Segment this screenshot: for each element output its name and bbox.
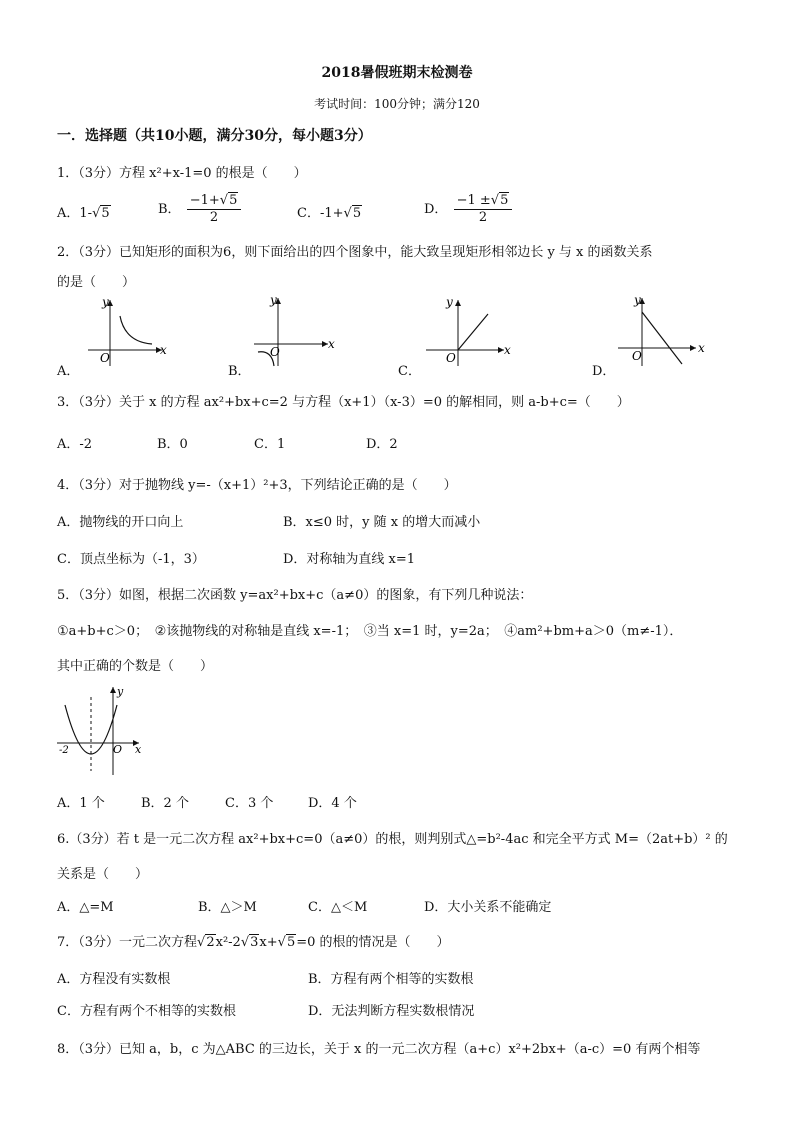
q1-option-b-numerator: −1+ xyxy=(189,193,220,208)
q2c-axis-y: y xyxy=(446,295,453,309)
question-7-stem: 7．（3分）一元二次方程√2x²-2√3x+√5=0 的根的情况是（ ） xyxy=(57,935,450,950)
q4-option-c: C．顶点坐标为（-1，3） xyxy=(57,552,205,567)
q2-option-d-label: D． xyxy=(592,364,616,379)
q2a-axis-x: x xyxy=(160,343,167,357)
q4-option-a: A．抛物线的开口向上 xyxy=(57,515,184,530)
q2-graph-a xyxy=(80,292,180,374)
q1-option-b xyxy=(158,193,243,226)
q2d-axis-x: x xyxy=(698,341,705,355)
q3-option-d: D．2 xyxy=(366,437,398,452)
q1-option-b-denominator: 2 xyxy=(209,210,219,225)
q2a-axis-y: y xyxy=(102,295,109,309)
q7-option-d: D．无法判断方程实数根情况 xyxy=(308,1004,475,1019)
section-heading: 一．选择题（共10小题，满分30分，每小题3分） xyxy=(57,128,372,144)
q2d-axis-y: y xyxy=(634,293,641,307)
q2-option-a-label: A． xyxy=(57,364,80,379)
q7-radicand-2: 3 xyxy=(250,935,259,950)
q4-option-b: B．x≤0 时，y 随 x 的增大而减小 xyxy=(283,515,481,530)
q1-option-c: C．-1+√5 xyxy=(297,206,362,221)
exam-info: 考试时间：100分钟；满分120 xyxy=(314,97,480,111)
q5-axis-x: x xyxy=(135,743,142,756)
q2b-origin: O xyxy=(270,345,280,359)
q6-option-a: A．△=M xyxy=(57,900,114,915)
question-6-stem-line1: 6.（3分）若 t 是一元二次方程 ax²+bx+c=0（a≠0）的根，则判别式△=b²-4ac 和完全平方式 M=（2at+b）² 的 xyxy=(57,832,728,847)
q1-option-d-radicand: 5 xyxy=(500,193,509,208)
q6-option-d: D．大小关系不能确定 xyxy=(424,900,552,915)
question-5-ask: 其中正确的个数是（ ） xyxy=(57,659,214,674)
question-5-stem: 5．（3分）如图，根据二次函数 y=ax²+bx+c（a≠0）的图象，有下列几种说法： xyxy=(57,588,533,603)
q1-option-d-label: D． xyxy=(424,202,448,217)
q3-option-b: B．0 xyxy=(157,437,188,452)
q2b-axis-y: y xyxy=(270,293,277,307)
question-5-statements: ①a+b+c＞0； ②该抛物线的对称轴是直线 x=-1； ③当 x=1 时，y=2a； ④am²+bm+a＞0（m≠-1）． xyxy=(57,624,683,639)
q5-option-a: A．1 个 xyxy=(57,796,105,811)
q1-option-a: A．1-√5 xyxy=(57,206,110,221)
q2b-axis-x: x xyxy=(328,337,335,351)
question-2-stem-line2: 的是（ ） xyxy=(57,275,136,290)
q1-option-d xyxy=(424,193,514,226)
q1-option-b-label: B． xyxy=(158,202,181,217)
q3-option-c: C．1 xyxy=(254,437,286,452)
q2c-axis-x: x xyxy=(504,343,511,357)
q2c-origin: O xyxy=(446,351,456,365)
question-3-stem: 3．（3分）关于 x 的方程 ax²+bx+c=2 与方程（x+1）（x-3）=0 的解相同，则 a-b+c=（ ） xyxy=(57,395,630,410)
q7-term-2: x+ xyxy=(259,935,278,950)
q1-option-d-fraction: $\frac{-1 \pm√5}{2}$ xyxy=(454,193,513,226)
q2-option-c-label: C． xyxy=(398,364,421,379)
q2d-origin: O xyxy=(632,349,642,363)
q7-stem-pre: 7．（3分）一元二次方程 xyxy=(57,935,198,950)
q6-option-c: C．△＜M xyxy=(308,900,368,915)
question-1-stem: 1．（3分）方程 x²+x-1=0 的根是（ ） xyxy=(57,166,307,181)
page-title: 2018暑假班期末检测卷 xyxy=(321,65,473,81)
question-2-stem-line1: 2．（3分）已知矩形的面积为6，则下面给出的四个图象中，能大致呈现矩形相邻边长 y 与 x 的函数关系 xyxy=(57,245,653,260)
q3-option-a: A．-2 xyxy=(57,437,93,452)
q5-axis-y: y xyxy=(117,685,124,698)
q5-parabola-graph xyxy=(55,683,150,782)
q7-radicand-1: 2 xyxy=(206,935,215,950)
q5-option-c: C．3 个 xyxy=(225,796,274,811)
q7-radicand-3: 5 xyxy=(286,935,296,950)
q7-option-c: C．方程有两个不相等的实数根 xyxy=(57,1004,236,1019)
question-6-stem-line2: 关系是（ ） xyxy=(57,867,149,882)
q1-option-d-numerator: −1 ± xyxy=(456,193,491,208)
q7-option-a: A．方程没有实数根 xyxy=(57,972,171,987)
q7-stem-post: =0 的根的情况是（ ） xyxy=(296,935,450,950)
q1-option-c-label: C．-1+ xyxy=(297,206,344,221)
q7-option-b: B．方程有两个相等的实数根 xyxy=(308,972,474,987)
q7-term-1: x²-2 xyxy=(215,935,241,950)
q1-option-d-denominator: 2 xyxy=(478,210,488,225)
q1-option-a-label: A．1- xyxy=(57,206,93,221)
q2a-origin: O xyxy=(100,351,110,365)
q2-graph-c xyxy=(420,292,520,374)
q2-graph-b xyxy=(246,292,346,374)
q2-graph-d xyxy=(612,292,712,374)
q5-option-b: B．2 个 xyxy=(141,796,189,811)
q1-option-b-radicand: 5 xyxy=(229,193,238,208)
q2-option-b-label: B． xyxy=(228,364,251,379)
q1-option-b-fraction: $\frac{-1+√5}{2}$ xyxy=(187,193,242,226)
question-8-stem: 8．（3分）已知 a，b，c 为△ABC 的三边长，关于 x 的一元二次方程（a+c）x²+2bx+（a-c）=0 有两个相等 xyxy=(57,1042,701,1057)
q5-option-d: D．4 个 xyxy=(308,796,357,811)
q5-origin: O xyxy=(113,743,123,756)
q5-neg2-label: -2 xyxy=(59,745,69,756)
q1-option-c-radicand: 5 xyxy=(352,206,362,221)
q6-option-b: B．△＞M xyxy=(198,900,257,915)
q4-option-d: D．对称轴为直线 x=1 xyxy=(283,552,416,567)
q1-option-a-radicand: 5 xyxy=(101,206,110,221)
question-4-stem: 4．（3分）对于抛物线 y=-（x+1）²+3，下列结论正确的是（ ） xyxy=(57,478,457,493)
